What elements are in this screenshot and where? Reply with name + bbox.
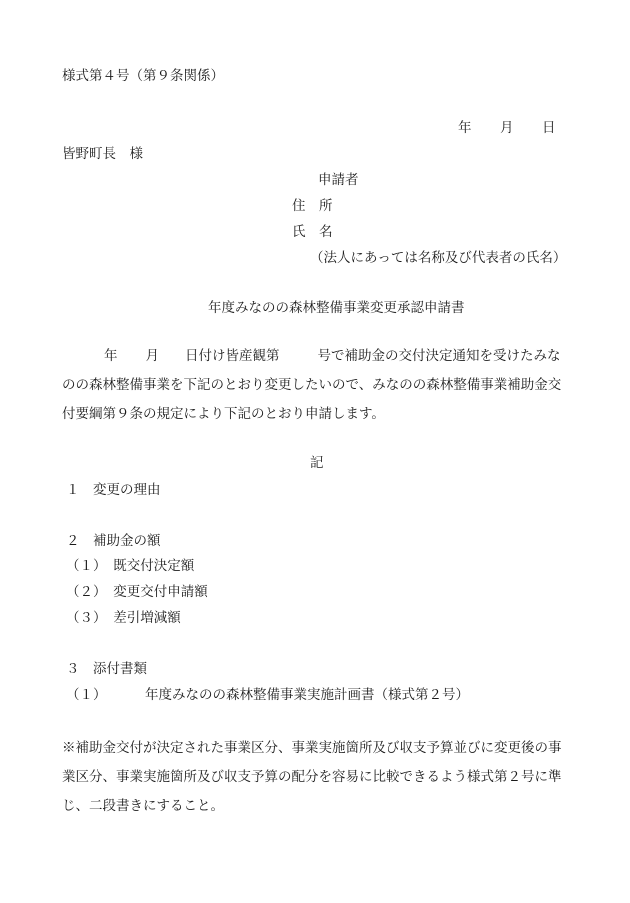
date-day-label: 日 [542,120,556,136]
item-2-3: （３） 差引増減額 [66,610,181,626]
body-line-1-tail: 号で補助金の交付決定通知を受けたみな [317,348,561,364]
item-3-attachments: ３ 添付書類 [66,661,147,677]
item-2-2: （２） 変更交付申請額 [66,584,208,600]
address-label: 住 所 [292,198,333,214]
body-line-2: のの森林整備事業を下記のとおり変更したいので、みなのの森林整備事業補助金交 [62,377,562,393]
body-paragraph [62,342,572,429]
document-title: 年度みなのの森林整備事業変更承認申請書 [208,300,465,316]
form-number: 様式第４号（第９条関係） [62,68,224,84]
item-1-change-reason: １ 変更の理由 [66,482,161,498]
date-month-label: 月 [500,120,514,136]
name-label: 氏 名 [292,224,333,240]
body-year-label: 年 [104,348,118,364]
body-line-1 [62,342,572,371]
corporate-note: （法人にあっては名称及び代表者の氏名） [310,250,567,266]
body-date-ref: 日付け皆産観第 [185,348,280,364]
item-2-1: （１） 既交付決定額 [66,558,195,574]
note-line-3: じ、二段書きにすること。 [62,798,224,814]
addressee: 皆野町長 様 [62,146,143,162]
body-line-3: 付要綱第９条の規定により下記のとおり申請します。 [62,406,385,422]
ki-label: 記 [310,455,324,471]
item-3-1-text: 年度みなのの森林整備事業実施計画書（様式第２号） [145,687,469,703]
body-month-label: 月 [145,348,159,364]
applicant-label: 申請者 [318,172,359,188]
note-paragraph [62,734,572,821]
date-year-label: 年 [458,120,472,136]
item-3-1-number: （１） [66,687,107,703]
note-line-1: ※補助金交付が決定された事業区分、事業実施箇所及び収支予算並びに変更後の事 [62,740,562,756]
item-2-subsidy-amount: ２ 補助金の額 [66,533,161,549]
note-line-2: 業区分、事業実施箇所及び収支予算の配分を容易に比較できるよう様式第２号に準 [62,769,562,785]
